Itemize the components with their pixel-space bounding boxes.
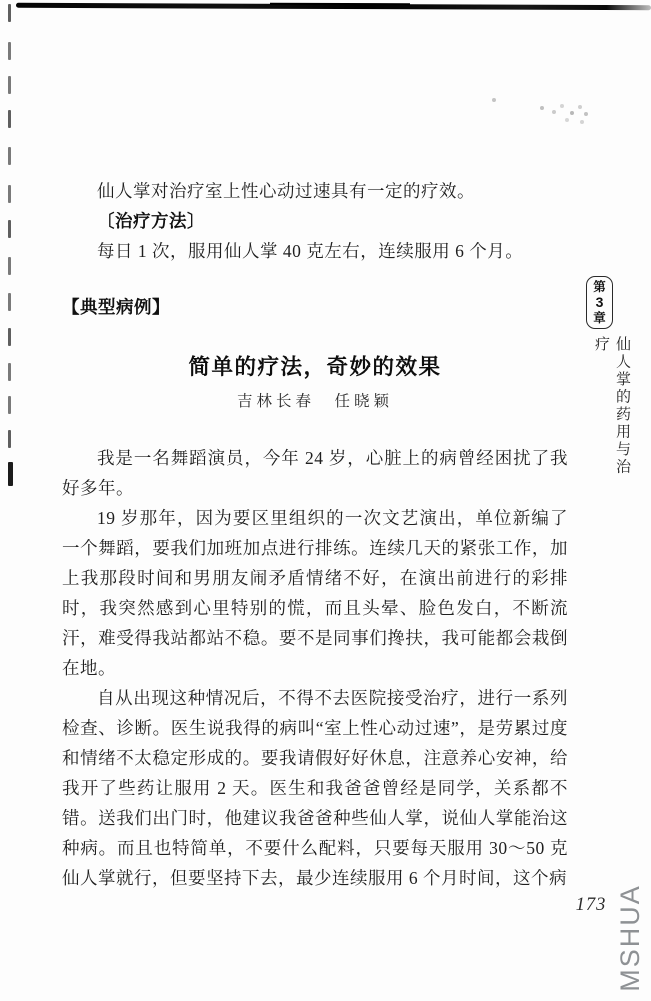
chapter-tab-char: 第 <box>593 280 606 294</box>
article-paragraph: 19 岁那年，因为要区里组织的一次文艺演出，单位新编了一个舞蹈，要我们加班加点进行排练。连续几天的紧张工作，加上我那段时间和男朋友闹矛盾情绪不好，在演出前进行的彩排时，我突然感到心里特别的慌，而且头晕、脸色发白，不断流汗，难受得我站都站不稳。要不是同事们搀扶，我可能都会栽倒在地。 <box>62 508 568 678</box>
scan-dash <box>8 42 11 60</box>
chapter-tab-digit: 3 <box>595 294 604 310</box>
faint-ink-smudge <box>492 98 496 102</box>
chapter-number-tab <box>586 276 613 329</box>
intro-section <box>62 176 568 266</box>
scan-dash <box>8 462 13 486</box>
treatment-method-heading: 〔治疗方法〕 <box>97 211 205 231</box>
treatment-method-line: 每日 1 次，服用仙人掌 40 克左右，连续服用 6 个月。 <box>97 241 524 261</box>
watermark: MSHUA <box>615 884 645 992</box>
typical-case-heading: 【典型病例】 <box>62 297 170 317</box>
scan-dash <box>8 76 11 94</box>
scan-dash <box>8 328 11 346</box>
scan-dash <box>8 293 11 311</box>
scan-dash <box>8 363 11 381</box>
scan-dash <box>8 4 11 22</box>
scan-dash <box>8 147 11 165</box>
efficacy-line: 仙人掌对治疗室上性心动过速具有一定的疗效。 <box>97 181 475 201</box>
scan-dash <box>8 396 11 414</box>
article-paragraph: 自从出现这种情况后，不得不去医院接受治疗，进行一系列检查、诊断。医生说我得的病叫“室上性心动过速”，是劳累过度和情绪不太稳定形成的。要我请假好好休息，注意养心安神，给我开了些药让服用 2 天。医生和我爸爸曾经是同学，关系都不错。送我们出门时，他建议我爸爸种些仙人掌，说仙人掌能治这种病。而且也特简单，不要什么配料，只要每天服用 30～50 克仙人掌就行，但要坚持下去，最少连续服用 6 个月时间，这个病 <box>62 688 568 888</box>
scan-artifact-top-streak <box>16 3 651 10</box>
scan-dash <box>8 257 11 275</box>
chapter-title-vertical: 仙人掌的药用与治疗 <box>593 336 630 476</box>
scan-dash <box>8 220 11 238</box>
article-title: 简单的疗法，奇妙的效果 <box>188 355 442 379</box>
article-byline: 吉林长春 任晓颖 <box>236 393 393 410</box>
article-paragraph: 我是一名舞蹈演员，今年 24 岁，心脏上的病曾经困扰了我好多年。 <box>62 448 568 498</box>
scan-dash <box>8 110 11 128</box>
article-body <box>62 443 568 893</box>
page-number: 173 <box>575 895 607 915</box>
chapter-tab-char: 章 <box>593 311 606 325</box>
scan-dash <box>8 185 11 203</box>
scan-dash <box>8 430 11 448</box>
